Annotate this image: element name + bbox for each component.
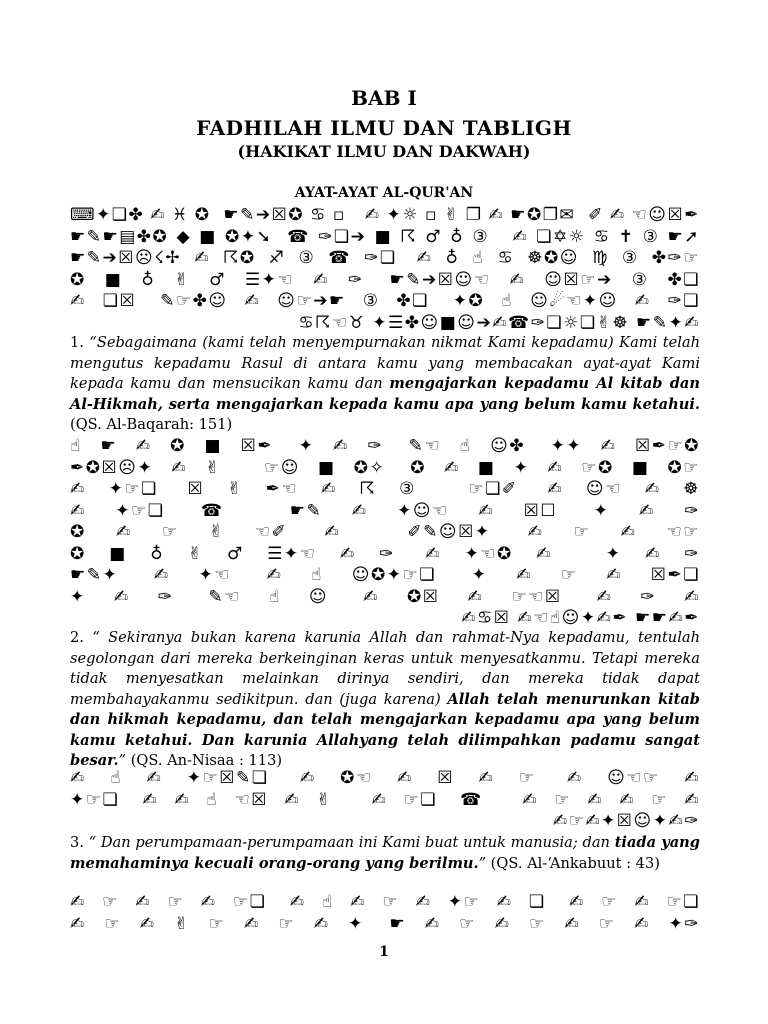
- arabic-verse-3: [70, 768, 700, 833]
- arabic-verse-1: [70, 205, 700, 334]
- chapter-subtitle: (HAKIKAT ILMU DAN DAKWAH): [237, 142, 531, 161]
- chapter-number: BAB I: [351, 86, 417, 110]
- arabic-line: ☝☛✍✪■☒✒ ✦✍✑ ✎☜☝☺✤ ✦✦✍☒✒☞✪: [70, 436, 700, 456]
- verse-number: 1.: [70, 334, 90, 351]
- arabic-line: ⌨✦❏✤✍♓✪ ☛✎➔☒✪♋▫ ✍✦☼▫✌❐✍☛✪❐✉ ✐✍☜☺☒✒: [70, 205, 700, 225]
- arabic-line: ✦☞❏ ✍✍☝☜☒✍✌ ✍☞❏ ☎ ✍☞✍✍☞✍: [70, 789, 700, 810]
- arabic-line: ✍☞✍✦☒☺✦✍✑: [552, 811, 700, 831]
- arabic-line: ☛✎➔☒☹☇✢✍☈✪♐③☎✑❏ ✍♁☝♋☸✪☺♍③✤✑☞: [70, 248, 700, 268]
- arabic-line: ✍☞✍✌☞✍☞✍✦ ☛✍☞✍☞✍☞✍✦✑: [70, 913, 700, 934]
- verse-number: 2.: [70, 629, 93, 646]
- verse-number: 3.: [70, 834, 89, 851]
- verse-reference: (QS. Al-‘Ankabuut : 43): [486, 854, 660, 872]
- quote-mark: “: [89, 334, 97, 351]
- page-number: 1: [379, 944, 389, 960]
- verse-reference: (QS. An-Nisaa : 113): [126, 752, 283, 769]
- chapter-title: FADHILAH ILMU DAN TABLIGH: [196, 116, 572, 140]
- arabic-line: ☛✎☛▤✤✪◆■✪✦➘ ☎✑❏➔■☈♂♁③ ✍❏✡☼♋✝③☛➚: [70, 226, 700, 247]
- quote-mark: ”: [478, 854, 487, 872]
- quote-mark: “: [88, 834, 101, 851]
- translation-text: Sekiranya bukan karena karunia Allah dan rahmat-Nya kepadamu, tentulah segolongan dari mereka berkeinginan keras untuk menyesatkanmu. Tetapi mereka tidak menyesatkan melainkan dirinya sendiri, dan mereka tidak dapat membahayakanmu sedikitpun. dan (juga karena): [70, 629, 700, 708]
- arabic-line: ✍✦☞❏ ☒✌✒☜✍☈③ ☞❏✐ ✍☺☜✍☸: [70, 479, 700, 499]
- quote-mark: “: [92, 629, 109, 646]
- translation-1: [70, 333, 700, 436]
- quote-mark: ”: [118, 752, 127, 769]
- translation-emphasis: Allah telah menurunkan kitab dan hikmah kepadamu, dan telah mengajarkan kepadamu apa yang belum kamu ketahui. Dan karunia Allahyang telah dilimpahkan padamu sangat besar.: [70, 690, 700, 769]
- arabic-line: ✪■♁✌♂☰✦☜✍✑ ☛✎➔☒☺☜✍☺☒☞➔③✤❏: [70, 269, 700, 290]
- arabic-verse-4: [70, 892, 700, 935]
- translation-2: [70, 628, 700, 772]
- translation-text: Sebagaimana (kami telah menyempurnakan nikmat Kami kepadamu) Kami telah mengutus kepadamu Rasul di antara kamu yang membacakan ayat-ayat Kami kepada kamu dan mensucikan kamu dan: [70, 334, 700, 392]
- arabic-line: ✒✪☒☹✦✍✌ ☞☺■✪✧ ✪✍■✦✍☞✪■✪☞: [70, 457, 700, 478]
- translation-emphasis: tiada yang memahaminya kecuali orang-orang yang berilmu.: [70, 834, 700, 872]
- verse-reference: (QS. Al-Baqarah: 151): [70, 416, 233, 433]
- arabic-line: ✍♋☒ ✍☜☝☺✦✍✒ ☛☛✍✒: [461, 608, 700, 628]
- arabic-line: ✪■♁✌♂☰✦☜✍✑ ✍✦☜✪✍ ✦✍✑: [70, 543, 700, 564]
- arabic-line: ✍☝✍✦☞☒✎❏ ✍✪☜✍☒✍☞ ✍☺☜☞✍: [70, 768, 700, 788]
- translation-3: [70, 833, 700, 874]
- translation-text: Dan perumpamaan-perumpamaan ini Kami buat untuk manusia; dan: [100, 834, 615, 851]
- arabic-line: ✍☞✍☞✍☞❏ ✍☝✍☞✍✦☞✍❏ ✍☞✍☞❏: [70, 892, 700, 912]
- arabic-line: ♋☈☜♉ ✦☰✤☺■☺➔✍☎✑❏☼❏✌☸ ☛✎✦✍: [298, 312, 700, 333]
- arabic-line: ✍✦☞❏ ☎ ☛✎✍✦☺☜✍☒☐ ✦✍✑: [70, 500, 700, 521]
- translation-emphasis: mengajarkan kepadamu Al kitab dan Al-Hikmah, serta mengajarkan kepada kamu apa yang belum kamu ketahui.: [70, 375, 700, 413]
- arabic-line: ☛✎✦ ✍✦☜ ✍☝☺✪✦☞❏ ✦✍☞✍☒✒❏: [70, 565, 700, 585]
- arabic-line: ✦✍✑ ✎☜☝☺ ✍✪☒✍☞☜☒ ✍✑✍: [70, 586, 700, 607]
- arabic-verse-2: [70, 436, 700, 630]
- section-heading: AYAT-AYAT AL-QUR'AN: [294, 185, 474, 201]
- arabic-line: ✍❏☒ ✎☞✤☺✍☺☞➔☛③✤❏ ✦✪☝☺☄☜✦☺✍✑❏: [70, 291, 700, 311]
- arabic-line: ✪✍☞✌☜✐ ✍ ✐✎☺☒✦ ✍☞✍☜☞: [70, 522, 700, 542]
